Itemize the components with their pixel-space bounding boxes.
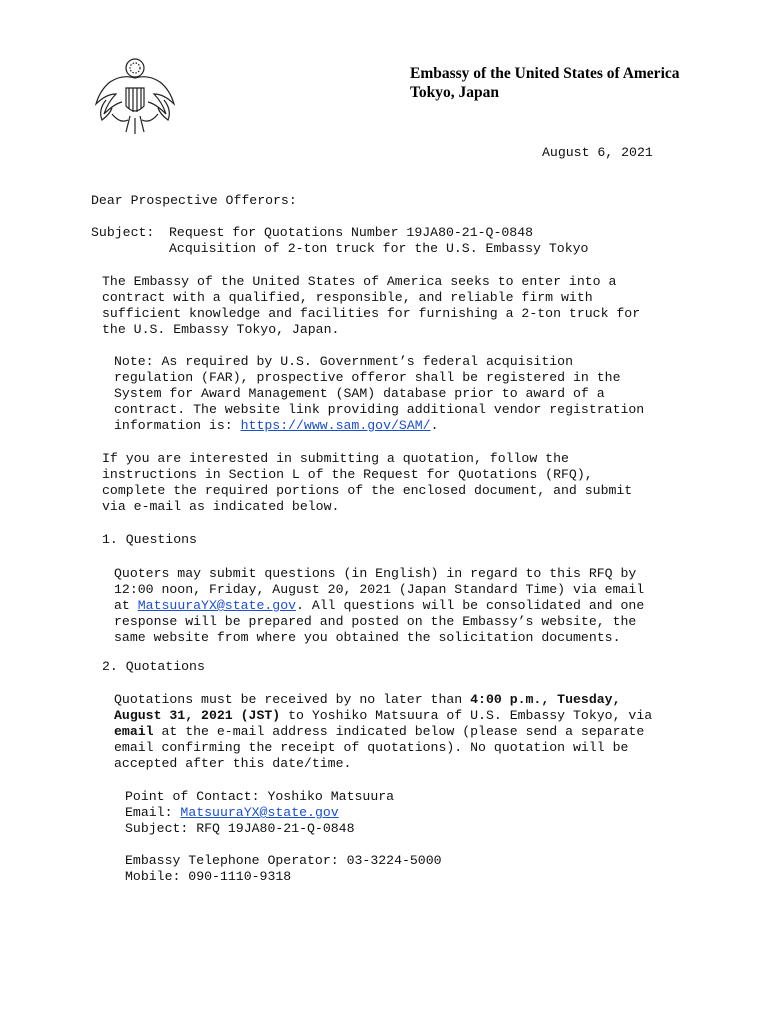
- questions-text: . All questions will be consolidated and one: [296, 598, 645, 613]
- intro-line: the U.S. Embassy Tokyo, Japan.: [102, 322, 340, 337]
- subject-block: [91, 225, 588, 257]
- note-line: System for Award Management (SAM) database prior to award of a: [114, 386, 605, 401]
- questions-paragraph: [114, 566, 644, 646]
- quotations-line: email confirming the receipt of quotations). No quotation will be: [114, 740, 629, 755]
- note-text: information is:: [114, 418, 241, 433]
- interest-line: complete the required portions of the enclosed document, and submit: [102, 483, 633, 498]
- contact-email-line: [125, 805, 394, 821]
- questions-text: at: [114, 598, 138, 613]
- mobile-phone: Mobile: 090-1110-9318: [125, 869, 292, 884]
- quotations-text: to Yoshiko Matsuura of U.S. Embassy Tokyo, via: [280, 708, 653, 723]
- operator-phone: Embassy Telephone Operator: 03-3224-5000: [125, 853, 442, 868]
- note-text: .: [430, 418, 439, 433]
- salutation: Dear Prospective Offerors:: [91, 193, 297, 208]
- email-emphasis: email: [114, 724, 154, 739]
- questions-line: [114, 598, 644, 614]
- deadline-date: August 31, 2021 (JST): [114, 708, 281, 723]
- note-paragraph: [114, 354, 644, 434]
- embassy-location: Tokyo, Japan: [410, 84, 500, 101]
- deadline-time: 4:00 p.m., Tuesday,: [470, 692, 621, 707]
- letter-date: August 6, 2021: [542, 145, 653, 160]
- quotations-line: accepted after this date/time.: [114, 756, 352, 771]
- questions-line: same website from where you obtained the solicitation documents.: [114, 630, 621, 645]
- note-line: [114, 418, 644, 434]
- contact-email-link[interactable]: MatsuuraYX@state.gov: [180, 805, 339, 820]
- interest-line: via e-mail as indicated below.: [102, 499, 340, 514]
- embassy-seal-icon: [92, 54, 178, 138]
- subject-line-1: Request for Quotations Number 19JA80-21-Q-0848: [169, 225, 534, 240]
- quotations-heading: 2. Quotations: [102, 659, 205, 674]
- sam-link[interactable]: https://www.sam.gov/SAM/: [240, 418, 431, 433]
- point-of-contact: Point of Contact: Yoshiko Matsuura: [125, 789, 395, 804]
- questions-line: Quoters may submit questions (in English) in regard to this RFQ by: [114, 566, 637, 581]
- intro-paragraph: [102, 274, 640, 338]
- questions-email-link[interactable]: MatsuuraYX@state.gov: [137, 598, 297, 613]
- intro-line: contract with a qualified, responsible, and reliable firm with: [102, 290, 593, 305]
- note-line: regulation (FAR), prospective offeror shall be registered in the: [114, 370, 621, 385]
- embassy-name: Embassy of the United States of America: [410, 65, 680, 82]
- interest-paragraph: [102, 451, 632, 515]
- subject-line-2: Acquisition of 2-ton truck for the U.S. Embassy Tokyo: [169, 241, 589, 256]
- interest-line: If you are interested in submitting a quotation, follow the: [102, 451, 569, 466]
- quotations-line: [114, 692, 652, 708]
- questions-heading: 1. Questions: [102, 532, 197, 547]
- letterhead: [410, 64, 680, 102]
- email-label: Email:: [125, 805, 181, 820]
- note-line: Note: As required by U.S. Government’s federal acquisition: [114, 354, 573, 369]
- intro-line: The Embassy of the United States of America seeks to enter into a: [102, 274, 617, 289]
- note-line: contract. The website link providing additional vendor registration: [114, 402, 645, 417]
- contact-subject: Subject: RFQ 19JA80-21-Q-0848: [125, 821, 355, 836]
- questions-line: response will be prepared and posted on the Embassy’s website, the: [114, 614, 637, 629]
- quotations-text: at the e-mail address indicated below (please send a separate: [153, 724, 645, 739]
- interest-line: instructions in Section L of the Request for Quotations (RFQ),: [102, 467, 593, 482]
- subject-label: Subject:: [91, 225, 155, 240]
- quotations-paragraph: [114, 692, 652, 772]
- contact-block: [125, 789, 394, 837]
- quotations-line: [114, 724, 652, 740]
- phone-block: [125, 853, 442, 885]
- quotations-text: Quotations must be received by no later than: [114, 692, 471, 707]
- intro-line: sufficient knowledge and facilities for furnishing a 2-ton truck for: [102, 306, 641, 321]
- questions-line: 12:00 noon, Friday, August 20, 2021 (Japan Standard Time) via email: [114, 582, 645, 597]
- quotations-line: [114, 708, 652, 724]
